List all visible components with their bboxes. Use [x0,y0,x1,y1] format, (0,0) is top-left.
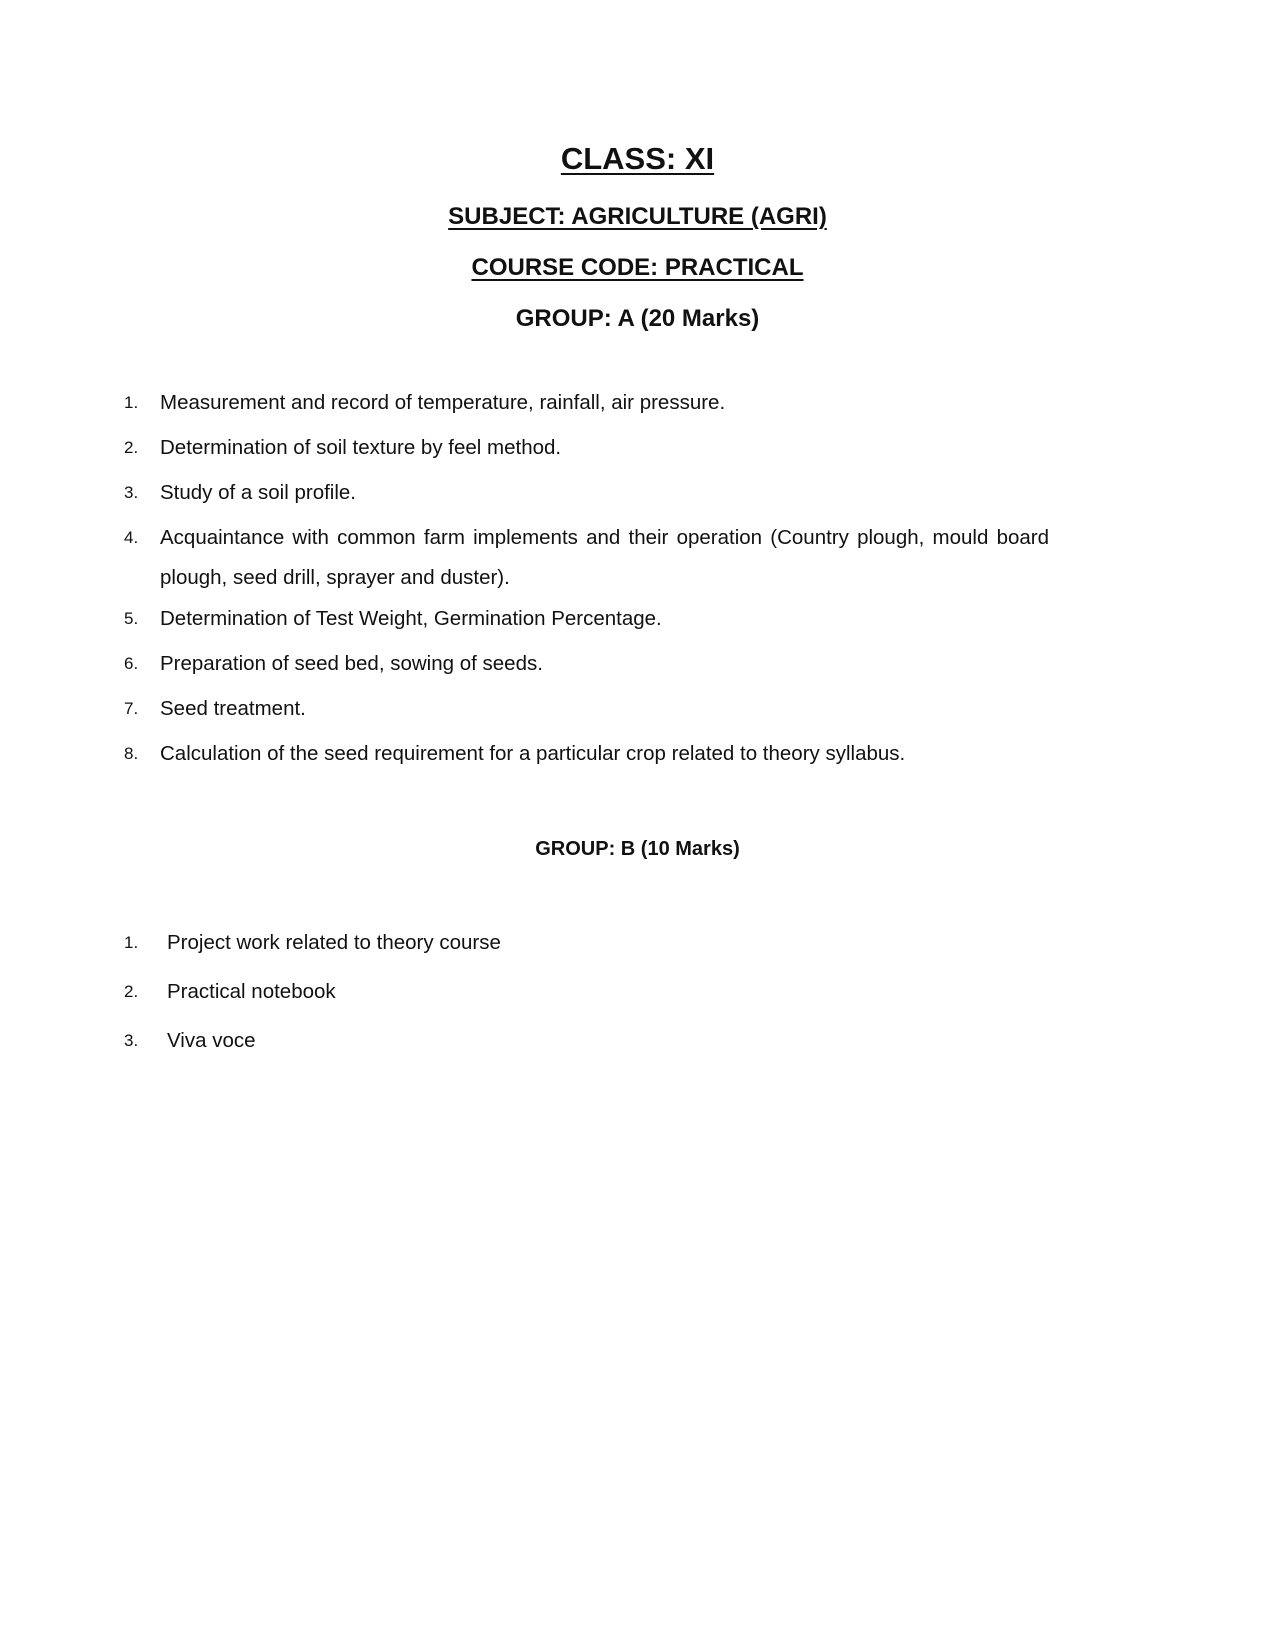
item-text: Practical notebook [167,980,336,1003]
item-text: Project work related to theory course [167,931,501,954]
group-b-item-1 [124,923,1049,963]
item-number: 1. [124,393,139,412]
item-text: Study of a soil profile. [160,481,356,504]
item-number: 3. [124,483,139,502]
group-a-item-3 [124,473,1049,513]
group-b-list [124,923,1049,1070]
item-number: 1. [124,933,139,952]
course-code-title: COURSE CODE: PRACTICAL [471,254,804,281]
group-a-item-8 [124,734,1049,774]
item-number: 2. [124,438,139,457]
group-a-item-2 [124,428,1049,468]
item-text: Preparation of seed bed, sowing of seeds. [160,652,543,675]
item-text: Measurement and record of temperature, rainfall, air pressure. [160,391,726,414]
group-a-item-7 [124,689,1049,729]
item-number: 8. [124,744,139,763]
class-title: CLASS: XI [560,141,715,176]
item-text: Seed treatment. [160,697,306,720]
item-number: 4. [124,528,139,547]
group-b-title: GROUP: B (10 Marks) [535,838,740,860]
item-text: Determination of Test Weight, Germination Percentage. [160,607,662,630]
item-text: Determination of soil texture by feel method. [160,436,562,459]
group-a-item-1 [124,383,1049,423]
item-number: 6. [124,654,139,673]
item-number: 2. [124,982,139,1001]
group-a-item-5 [124,599,1049,639]
group-a-list [124,383,1049,779]
group-b-item-2 [124,972,1049,1012]
group-a-item-6 [124,644,1049,684]
item-number: 3. [124,1031,139,1050]
subject-title: SUBJECT: AGRICULTURE (AGRI) [448,203,827,230]
group-b-item-3 [124,1021,1049,1061]
item-text: Calculation of the seed requirement for a particular crop related to theory syllabus. [160,742,906,765]
item-number: 5. [124,609,139,628]
item-text: Viva voce [167,1029,256,1052]
group-a-title: GROUP: A (20 Marks) [515,305,760,332]
item-number: 7. [124,699,139,718]
group-a-item-4 [124,518,1049,598]
item-text: Acquaintance with common farm implements and their operation (Country plough, mould board plough, seed drill, sprayer and duster). [160,526,1049,589]
